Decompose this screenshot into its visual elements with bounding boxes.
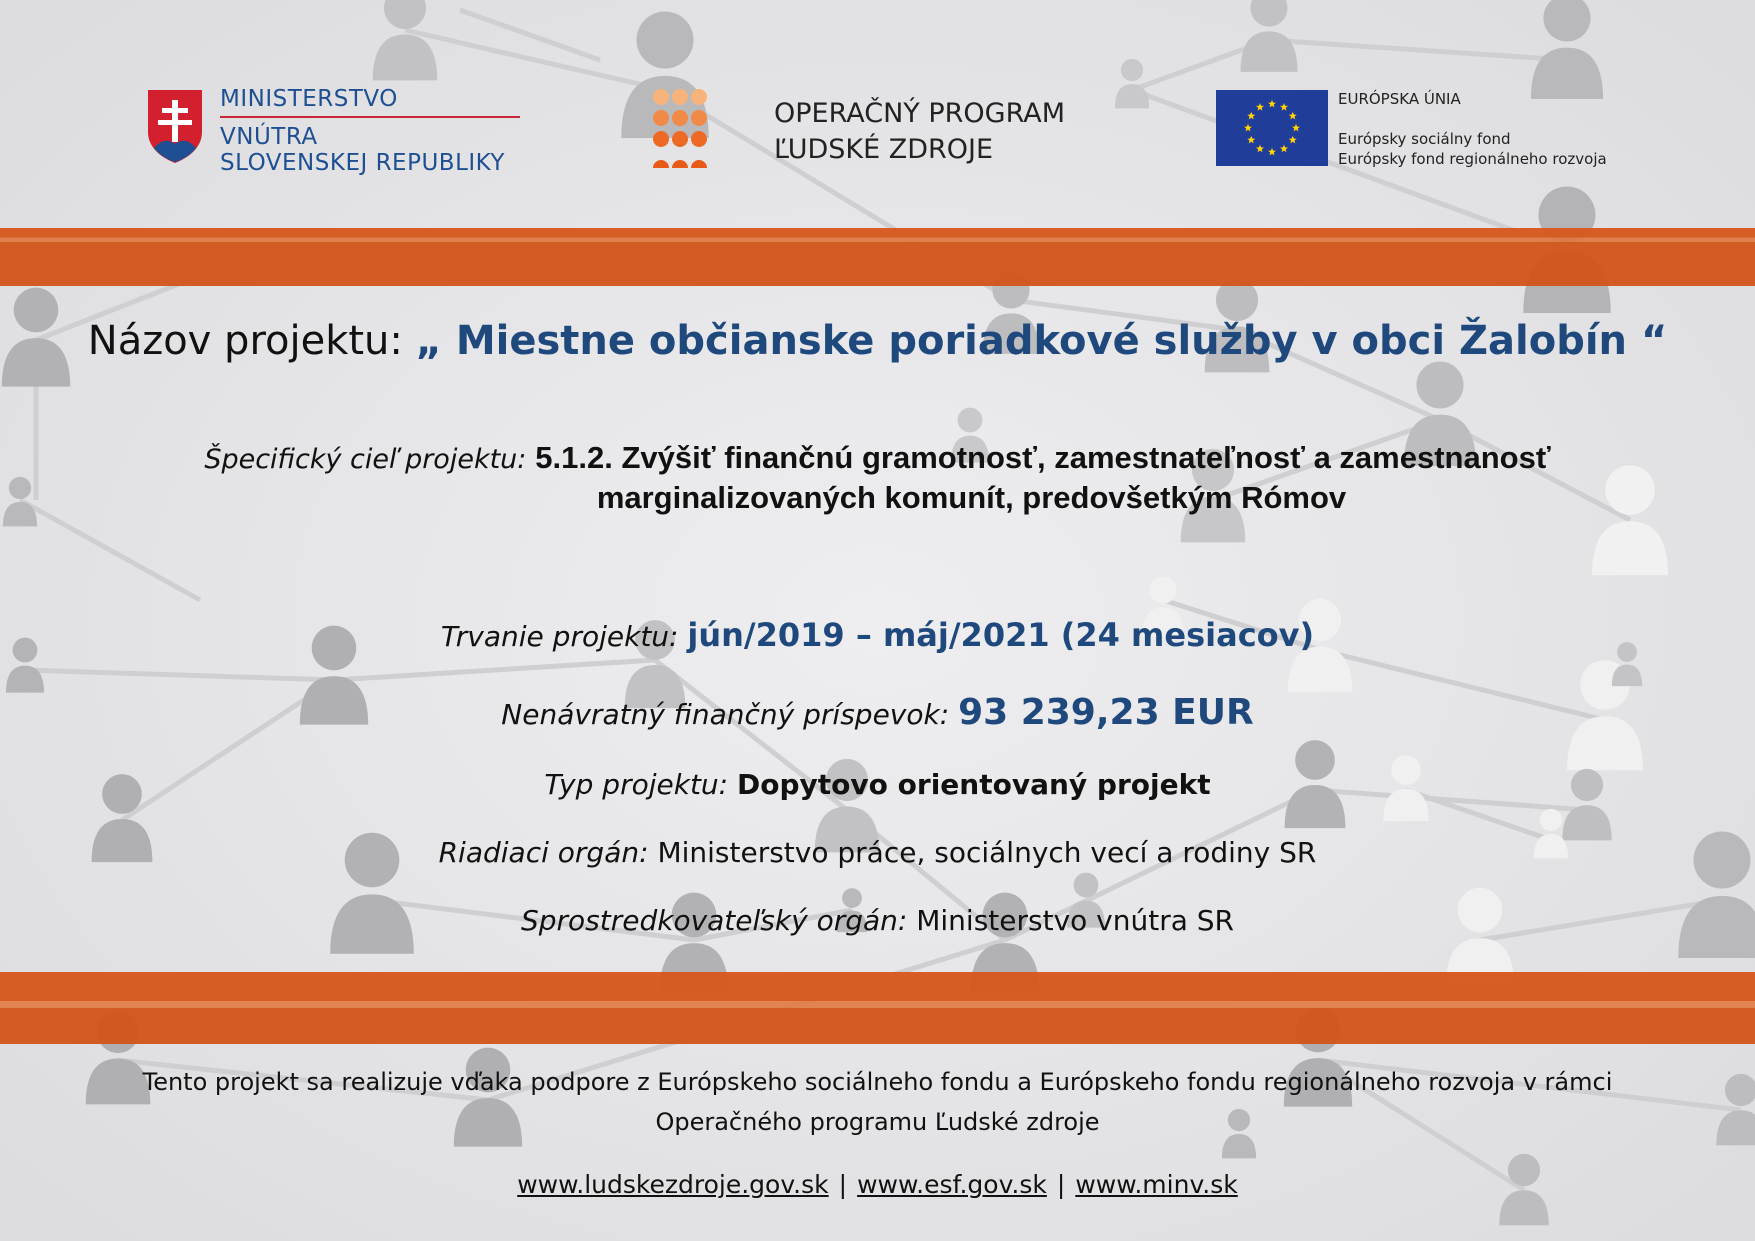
duration-label: Trvanie projektu:	[440, 620, 679, 653]
project-type	[0, 768, 1755, 801]
operational-program-logo	[652, 88, 1082, 178]
program-name-line2: ĽUDSKÉ ZDROJE	[774, 134, 994, 165]
slovak-coat-of-arms-icon	[146, 88, 204, 164]
ministry-name-line2: VNÚTRA	[220, 124, 318, 150]
program-name-line1: OPERAČNÝ PROGRAM	[774, 98, 1066, 129]
eu-fund-esf: Európsky sociálny fond	[1338, 130, 1511, 148]
ministry-name-line3: SLOVENSKEJ REPUBLIKY	[220, 150, 505, 176]
project-title	[0, 318, 1755, 364]
intermediate-body	[0, 904, 1755, 937]
managing-authority	[0, 836, 1755, 869]
eu-logo	[1216, 90, 1656, 170]
grant-value: 93 239,23 EUR	[958, 692, 1254, 733]
footer-text-line1: Tento projekt sa realizuje vďaka podpore z Európskeho sociálneho fondu a Európskeho fondu regionálneho rozvoja v rámci	[142, 1068, 1613, 1096]
project-name-label: Názov projektu:	[87, 318, 403, 364]
type-label: Typ projektu:	[544, 768, 729, 801]
footer-links	[0, 1170, 1755, 1199]
link-separator: |	[1056, 1170, 1066, 1199]
grant-label: Nenávratný finančný príspevok:	[501, 698, 950, 731]
ministry-logo	[146, 86, 526, 186]
bottom-orange-band	[0, 972, 1755, 1044]
eu-fund-erdf: Európsky fond regionálneho rozvoja	[1338, 150, 1607, 168]
op-dots-icon	[652, 88, 708, 170]
link-minv[interactable]: www.minv.sk	[1075, 1170, 1238, 1199]
managing-label: Riadiaci orgán:	[438, 836, 649, 869]
managing-value: Ministerstvo práce, sociálnych vecí a rodiny SR	[657, 836, 1317, 869]
ministry-name-line1: MINISTERSTVO	[220, 86, 520, 118]
duration-value: jún/2019 – máj/2021 (24 mesiacov)	[687, 616, 1315, 654]
eu-title: EURÓPSKA ÚNIA	[1338, 90, 1461, 108]
top-orange-band	[0, 228, 1755, 286]
eu-flag-icon	[1216, 90, 1328, 166]
grant-amount	[0, 692, 1755, 733]
specific-goal-value-line1: 5.1.2. Zvýšiť finančnú gramotnosť, zamestnateľnosť a zamestnanosť	[535, 440, 1551, 475]
footer-text-line2: Operačného programu Ľudské zdroje	[655, 1108, 1100, 1136]
intermediate-label: Sprostredkovateľský orgán:	[520, 904, 908, 937]
specific-goal	[0, 440, 1755, 476]
link-esf[interactable]: www.esf.gov.sk	[857, 1170, 1047, 1199]
project-duration	[0, 616, 1755, 654]
specific-goal-label: Špecifický cieľ projektu:	[204, 444, 527, 475]
intermediate-value: Ministerstvo vnútra SR	[916, 904, 1235, 937]
link-separator: |	[838, 1170, 848, 1199]
specific-goal-value-line2: marginalizovaných komunít, predovšetkým Rómov	[596, 480, 1347, 515]
type-value: Dopytovo orientovaný projekt	[737, 768, 1211, 801]
project-name-value: „ Miestne občianske poriadkové služby v obci Žalobín “	[415, 318, 1668, 364]
link-ludskezdroje[interactable]: www.ludskezdroje.gov.sk	[517, 1170, 829, 1199]
